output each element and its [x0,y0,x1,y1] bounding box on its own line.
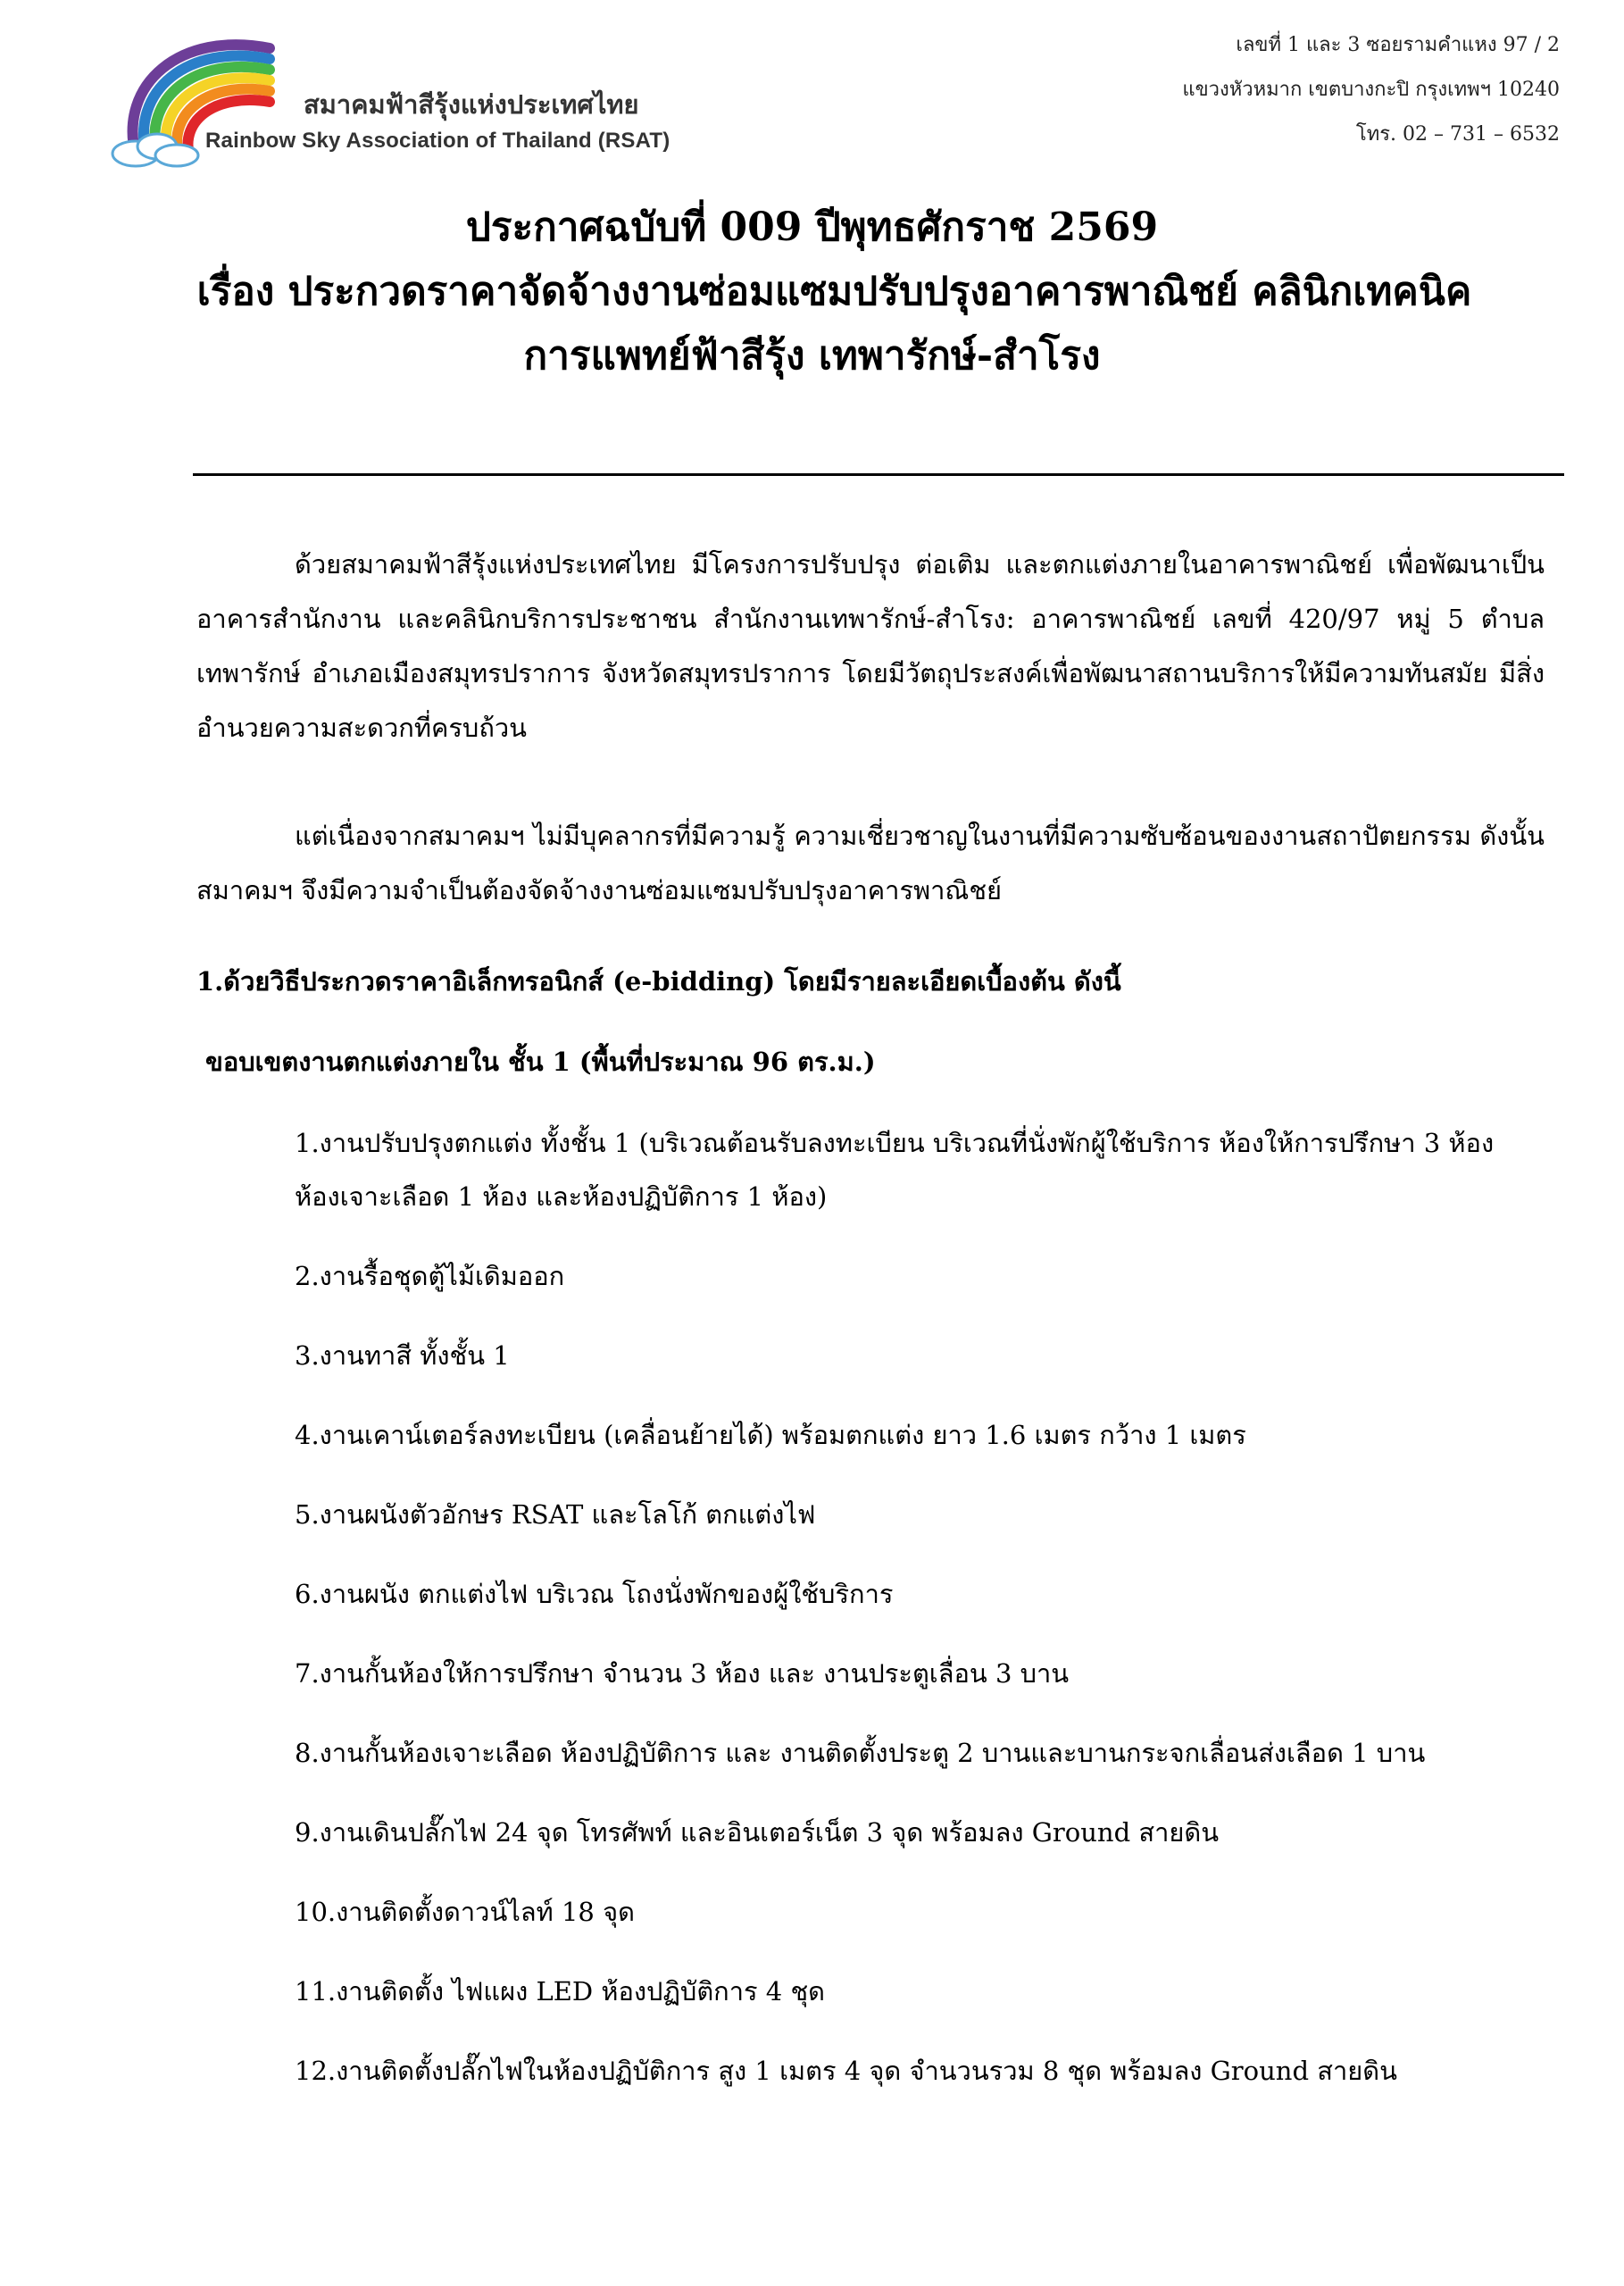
list-item: 1.งานปรับปรุงตกแต่ง ทั้งชั้น 1 (บริเวณต้อนรับลงทะเบียน บริเวณที่นั่งพักผู้ใช้บริการ ห้องให้การปรึกษา 3 ห้อง ห้องเจาะเลือด 1 ห้อง และห้องปฏิบัติการ 1 ห้อง) [295,1128,1495,1212]
address-line: เลขที่ 1 และ 3 ซอยรามคำแหง 97 / 2 [1236,34,1560,56]
announcement-title: ประกาศฉบับที่ 009 ปีพุทธศักราช 2569 [465,204,1159,250]
address-line: แขวงหัวหมาก เขตบางกะปิ กรุงเทพฯ 10240 [1182,79,1560,101]
title-divider [193,473,1564,476]
announcement-subject-line-2: การแพทย์ฟ้าสีรุ้ง เทพารักษ์-สำโรง [523,333,1101,379]
work-items-list [295,1116,1545,2123]
list-item: 3.งานทาสี ทั้งชั้น 1 [295,1340,510,1371]
list-item: 7.งานกั้นห้องให้การปรึกษา จำนวน 3 ห้อง และ งานประตูเลื่อน 3 บาน [295,1658,1070,1689]
announcement-title-block [0,202,1624,382]
rainbow-logo-icon [100,13,305,182]
org-name-thai: สมาคมฟ้าสีรุ้งแห่งประเทศไทย [304,89,639,120]
list-item: 2.งานรื้อชุดตู้ไม้เดิมออก [295,1261,565,1291]
org-name-english: Rainbow Sky Association of Thailand (RSAT) [205,129,670,153]
paragraph-reason-text: แต่เนื่องจากสมาคมฯ ไม่มีบุคลากรที่มีความรู้ ความเชี่ยวชาญในงานที่มีความซับซ้อนของงานสถาปัตยกรรม ดังนั้น สมาคมฯ จึงมีความจำเป็นต้องจัดจ้างงานซ่อมแซมปรับปรุงอาคารพาณิชย์ [196,821,1545,905]
address-block [1182,23,1560,157]
section-1-heading: 1.ด้วยวิธีประกวดราคาอิเล็กทรอนิกส์ (e-bidding) โดยมีรายละเอียดเบื้องต้น ดังนี้ [196,966,1121,997]
list-item: 4.งานเคาน์เตอร์ลงทะเบียน (เคลื่อนย้ายได้) พร้อมตกแต่ง ยาว 1.6 เมตร กว้าง 1 เมตร [295,1420,1246,1450]
rsat-logo [100,13,670,182]
paragraph-reason [196,809,1545,918]
list-item: 11.งานติดตั้ง ไฟแผง LED ห้องปฏิบัติการ 4 ชุด [295,1976,825,2007]
list-item: 5.งานผนังตัวอักษร RSAT และโลโก้ ตกแต่งไฟ [295,1499,816,1530]
list-item: 6.งานผนัง ตกแต่งไฟ บริเวณ โถงนั่งพักของผู้ใช้บริการ [295,1579,894,1609]
paragraph-intro-text: ด้วยสมาคมฟ้าสีรุ้งแห่งประเทศไทย มีโครงการปรับปรุง ต่อเติม และตกแต่งภายในอาคารพาณิชย์ เพื่อพัฒนาเป็นอาคารสำนักงาน และคลินิกบริการประชาชน สำนักงานเทพารักษ์-สำโรง: อาคารพาณิชย์ เลขที่ 420/97 หมู่ 5 ตำบลเทพารักษ์ อำเภอเมืองสมุทรปราการ จังหวัดสมุทรปราการ โดยมีวัตถุประสงค์เพื่อพัฒนาสถานบริการให้มีความทันสมัย มีสิ่งอำนวยความสะดวกที่ครบถ้วน [196,549,1545,743]
announcement-subject-line-1: เรื่อง ประกวดราคาจัดจ้างงานซ่อมแซมปรับปรุงอาคารพาณิชย์ คลินิกเทคนิค [196,269,1472,314]
list-item: 9.งานเดินปลั๊กไฟ 24 จุด โทรศัพท์ และอินเตอร์เน็ต 3 จุด พร้อมลง Ground สายดิน [295,1817,1220,1848]
list-item: 12.งานติดตั้งปลั๊กไฟในห้องปฏิบัติการ สูง 1 เมตร 4 จุด จำนวนรวม 8 ชุด พร้อมลง Ground สายดิน [295,2056,1397,2086]
phone-line: โทร. 02 – 731 – 6532 [1355,123,1560,146]
paragraph-intro [196,538,1545,755]
list-item: 8.งานกั้นห้องเจาะเลือด ห้องปฏิบัติการ และ งานติดตั้งประตู 2 บานและบานกระจกเลื่อนส่งเลือด 1 บาน [295,1738,1426,1768]
list-item: 10.งานติดตั้งดาวน์ไลท์ 18 จุด [295,1897,635,1927]
scope-heading: ขอบเขตงานตกแต่งภายใน ชั้น 1 (พื้นที่ประมาณ 96 ตร.ม.) [205,1047,876,1077]
